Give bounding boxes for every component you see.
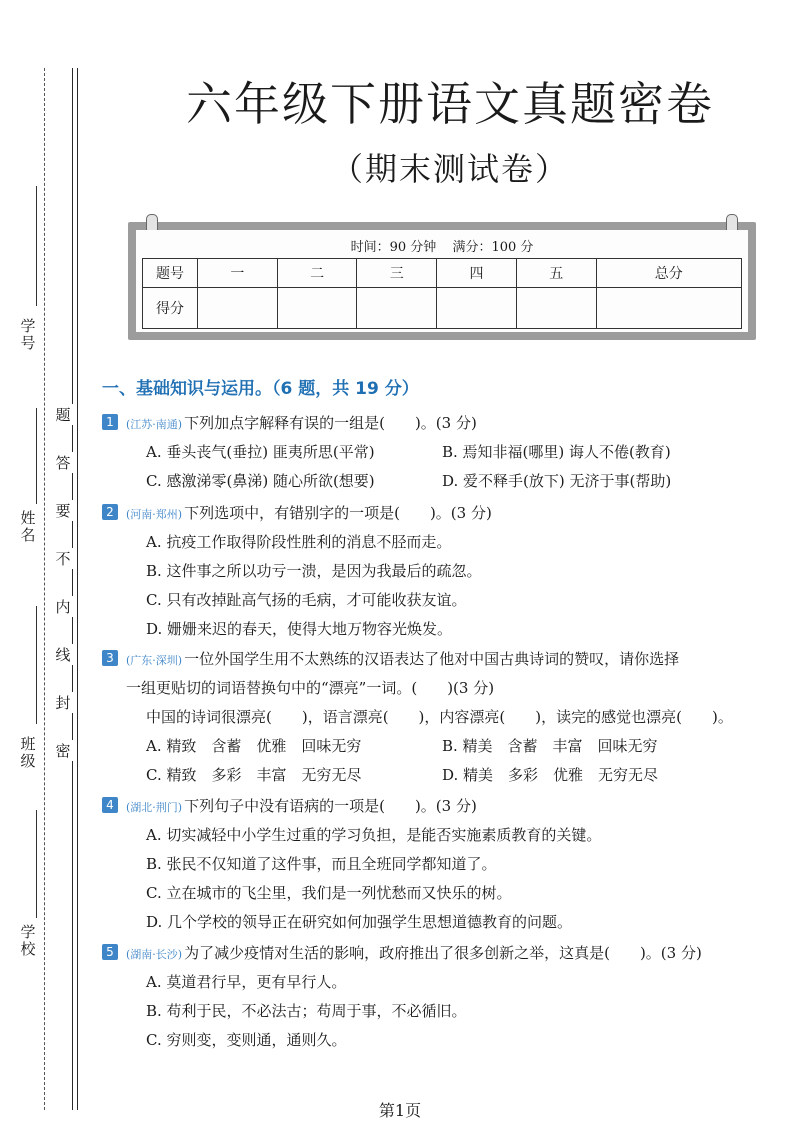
class-label: 班级: [20, 735, 36, 770]
score-cell[interactable]: [198, 288, 278, 329]
question-source: (江苏·南通): [126, 418, 183, 431]
table-header-cell: 三: [357, 259, 437, 288]
question-stem-cont: 一组更贴切的词语替换句中的“漂亮”一词。( )(3 分): [126, 679, 495, 697]
question-stem: (河南·郑州) 下列选项中，有错别字的一项是( )。(3 分): [126, 504, 492, 522]
question-source: (广东·深圳): [126, 654, 183, 667]
seal-char: 题: [53, 404, 73, 425]
table-header-cell: 总分: [596, 259, 741, 288]
option-a[interactable]: A. 精致 含蓄 优雅 回味无穷: [146, 737, 362, 755]
seal-char: 封: [53, 692, 73, 713]
option-c[interactable]: C. 精致 多彩 丰富 无穷无尽: [146, 766, 362, 784]
question-stem: (广东·深圳) 一位外国学生用不太熟练的汉语表达了他对中国古典诗词的赞叹，请你选择: [126, 650, 680, 668]
score-board-inner: [136, 230, 748, 332]
seal-char: 不: [53, 548, 73, 569]
seal-char: 密: [53, 740, 73, 761]
exam-time: 时间：90 分钟: [350, 240, 437, 255]
score-cell[interactable]: [596, 288, 741, 329]
question-number: 5: [102, 944, 118, 960]
score-cell[interactable]: [277, 288, 357, 329]
student-id-blank: [36, 186, 37, 306]
question-sentence: 中国的诗词很漂亮( )，语言漂亮( )，内容漂亮( )，读完的感觉也漂亮( )。: [146, 708, 733, 726]
name-blank: [36, 408, 37, 504]
option-c[interactable]: C. 穷则变，变则通，通则久。: [146, 1031, 347, 1049]
page-title: 六年级下册语文真题密卷: [186, 77, 714, 131]
table-row-label: 得分: [143, 288, 198, 329]
student-id-label: 学号: [20, 317, 36, 352]
option-b[interactable]: B. 张民不仅知道了这件事，而且全班同学都知道了。: [146, 855, 497, 873]
option-c[interactable]: C. 只有改掉趾高气扬的毛病，才可能收获友谊。: [146, 591, 467, 609]
score-cell[interactable]: [357, 288, 437, 329]
option-a[interactable]: A. 切实减轻中小学生过重的学习负担，是能否实施素质教育的关键。: [146, 826, 602, 844]
table-header-cell: 四: [437, 259, 517, 288]
binding-dashed-line: [44, 68, 45, 1110]
exam-full-score: 满分：100 分: [452, 240, 534, 255]
question-stem: (湖北·荆门) 下列句子中没有语病的一项是( )。(3 分): [126, 797, 477, 815]
option-a[interactable]: A. 莫道君行早，更有早行人。: [146, 973, 347, 991]
question-number: 4: [102, 797, 118, 813]
table-row: [143, 288, 742, 329]
page-number: 第1页: [378, 1101, 422, 1120]
option-a[interactable]: A. 垂头丧气(垂拉) 匪夷所思(平常): [146, 443, 375, 461]
table-header-cell: 二: [277, 259, 357, 288]
option-b[interactable]: B. 焉知非福(哪里) 诲人不倦(教育): [442, 443, 671, 461]
exam-meta: [136, 236, 748, 255]
question-stem: (湖南·长沙) 为了减少疫情对生活的影响，政府推出了很多创新之举，这真是( )。(3 分): [126, 944, 702, 962]
table-header-cell: 五: [516, 259, 596, 288]
option-d[interactable]: D. 爱不释手(放下) 无济于事(帮助): [442, 472, 672, 490]
question-source: (湖北·荆门): [126, 801, 183, 814]
school-blank: [36, 810, 37, 918]
score-cell[interactable]: [437, 288, 517, 329]
section-heading: 一、基础知识与运用。（6 题，共 19 分）: [102, 379, 419, 399]
option-c[interactable]: C. 立在城市的飞尘里，我们是一列忧愁而又快乐的树。: [146, 884, 512, 902]
question-source: (河南·郑州): [126, 508, 183, 521]
seal-char: 线: [53, 644, 73, 665]
option-b[interactable]: B. 精美 含蓄 丰富 回味无穷: [442, 737, 658, 755]
seal-char: 答: [53, 452, 73, 473]
score-board: [128, 222, 756, 340]
score-cell[interactable]: [516, 288, 596, 329]
table-row: [143, 259, 742, 288]
question-source: (湖南·长沙): [126, 948, 183, 961]
binding-line-inner: [72, 68, 73, 1110]
school-label: 学校: [20, 923, 36, 958]
option-d[interactable]: D. 几个学校的领导正在研究如何加强学生思想道德教育的问题。: [146, 913, 573, 931]
class-blank: [36, 606, 37, 724]
page-subtitle: （期末测试卷）: [330, 150, 569, 188]
question-number: 2: [102, 504, 118, 520]
score-table: [142, 258, 742, 329]
option-b[interactable]: B. 苟利于民，不必法古；苟周于事，不必循旧。: [146, 1002, 467, 1020]
option-a[interactable]: A. 抗疫工作取得阶段性胜利的消息不胫而走。: [146, 533, 452, 551]
binding-line-outer: [77, 68, 78, 1110]
question-number: 1: [102, 414, 118, 430]
binding-margin: [0, 0, 86, 1132]
question-stem: (江苏·南通) 下列加点字解释有误的一组是( )。(3 分): [126, 414, 477, 432]
question-number: 3: [102, 650, 118, 666]
name-label: 姓名: [20, 509, 36, 544]
table-header-cell: 一: [198, 259, 278, 288]
option-c[interactable]: C. 感激涕零(鼻涕) 随心所欲(想要): [146, 472, 375, 490]
option-d[interactable]: D. 精美 多彩 优雅 无穷无尽: [442, 766, 659, 784]
seal-char: 要: [53, 500, 73, 521]
seal-char: 内: [53, 596, 73, 617]
option-d[interactable]: D. 姗姗来迟的春天，使得大地万物容光焕发。: [146, 620, 453, 638]
option-b[interactable]: B. 这件事之所以功亏一溃，是因为我最后的疏忽。: [146, 562, 482, 580]
table-header-cell: 题号: [143, 259, 198, 288]
